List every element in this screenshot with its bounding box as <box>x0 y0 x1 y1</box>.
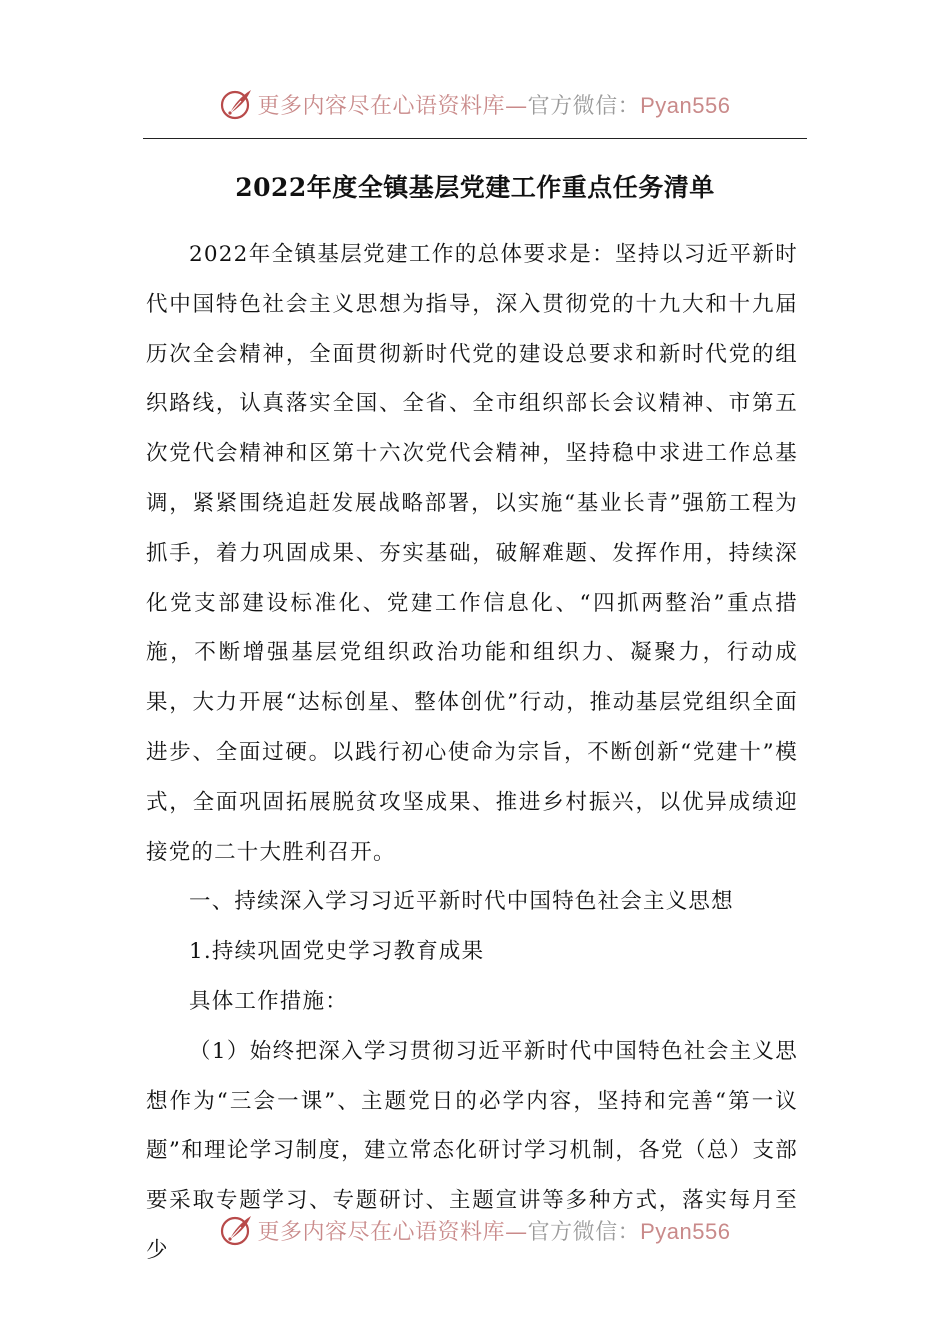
quill-pen-logo-icon <box>220 1213 254 1247</box>
banner-dash: — <box>505 93 528 119</box>
measures-label: 具体工作措施： <box>189 988 348 1014</box>
banner-text <box>258 89 731 120</box>
document-title: 2022年度全镇基层党建工作重点任务清单 <box>235 173 715 202</box>
section-heading: 一、持续深入学习习近平新时代中国特色社会主义思想 <box>189 889 734 915</box>
banner-text <box>258 1215 731 1246</box>
banner-label: 官方微信： <box>527 1219 641 1245</box>
intro-paragraph: 2022年全镇基层党建工作的总体要求是：坚持以习近平新时代中国特色社会主义思想为指导，深入贯彻党的十九大和十九届历次全会精神，全面贯彻新时代党的建设总要求和新时代党的组织路线，认真落实全国、全省、全市组织部长会议精神、市第五次党代会精神和区第十六次党代会精神，坚持稳中求进工作总基调，紧紧围绕追赶发展战略部署，以实施“基业长青”强筋工程为抓手，着力巩固成果、夯实基础，破解难题、发挥作用，持续深化党支部建设标准化、党建工作信息化、“四抓两整治”重点措施，不断增强基层党组织政治功能和组织力、凝聚力，行动成果，大力开展“达标创星、整体创优”行动，推动基层党组织全面进步、全面过硬。以践行初心使命为宗旨，不断创新“党建十”模式，全面巩固拓展脱贫攻坚成果、推进乡村振兴，以优异成绩迎接党的二十大胜利召开。 <box>146 242 798 865</box>
banner-wechat-id: Pyan556 <box>640 92 731 118</box>
footer-banner <box>0 1210 950 1250</box>
measure-paragraph: （1）始终把深入学习贯彻习近平新时代中国特色社会主义思想作为“三会一课”、主题党日的必学内容，坚持和完善“第一议题”和理论学习制度，建立常态化研讨学习机制，各党（总）支部要采取专题学习、专题研讨、主题宣讲等多种方式，落实每月至少 <box>146 1038 798 1263</box>
banner-wechat-id: Pyan556 <box>640 1218 731 1244</box>
header-divider <box>143 138 807 139</box>
document-body <box>146 230 798 1276</box>
subsection-heading: 1.持续巩固党史学习教育成果 <box>189 939 485 965</box>
header-banner <box>0 84 950 124</box>
quill-pen-logo-icon <box>220 87 254 121</box>
banner-label: 官方微信： <box>527 93 641 119</box>
banner-main-text: 更多内容尽在心语资料库 <box>257 93 506 119</box>
banner-dash: — <box>505 1219 528 1245</box>
banner-main-text: 更多内容尽在心语资料库 <box>257 1219 506 1245</box>
